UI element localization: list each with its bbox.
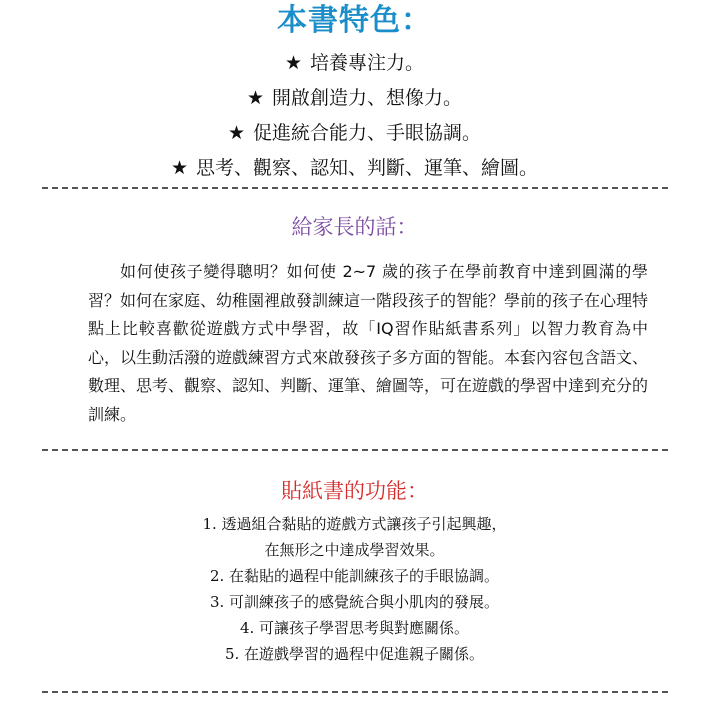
feature-item: ★ 培養專注力。 [284,52,425,74]
function-item: 1. 透過組合黏貼的遊戲方式讓孩子引起興趣， [202,515,507,533]
feature-item: ★ 開啟創造力、想像力。 [246,87,463,109]
feature-item: ★ 思考、觀察、認知、判斷、運筆、繪圖。 [170,157,539,179]
functions-list [0,511,709,667]
parents-title: 給家長的話： [291,215,418,239]
function-item: 4. 可讓孩子學習思考與對應關係。 [239,619,470,637]
star-icon: ★ [170,157,189,179]
functions-title: 貼紙書的功能： [281,479,428,503]
function-item: 3. 可訓練孩子的感覺統合與小肌肉的發展。 [209,593,500,611]
parents-body: 如何使孩子變得聰明？如何使 2~7 歲的孩子在學前教育中達到圓滿的學習？如何在家庭、幼稚園裡啟發訓練這一階段孩子的智能？學前的孩子在心理特點上比較喜歡從遊戲方式中學習，故「IQ習作貼紙書系列」以智力教育為中心，以生動活潑的遊戲練習方式來啟發孩子多方面的智能。本套內容包含語文、數理、思考、觀察、認知、判斷、運筆、繪圖等，可在遊戲的學習中達到充分的訓練。 [88,262,649,424]
function-item: 在無形之中達成學習效果。 [264,541,445,559]
features-title: 本書特色： [277,3,432,38]
dashed-divider [42,691,668,693]
dashed-divider [42,449,668,451]
function-item: 2. 在黏貼的過程中能訓練孩子的手眼協調。 [209,567,500,585]
function-item: 5. 在遊戲學習的過程中促進親子關係。 [224,645,485,663]
star-icon: ★ [227,122,246,144]
parents-paragraph [88,258,648,429]
features-list [0,46,709,186]
feature-item: ★ 促進統合能力、手眼協調。 [227,122,482,144]
dashed-divider [42,187,668,189]
star-icon: ★ [246,87,265,109]
star-icon: ★ [284,52,303,74]
